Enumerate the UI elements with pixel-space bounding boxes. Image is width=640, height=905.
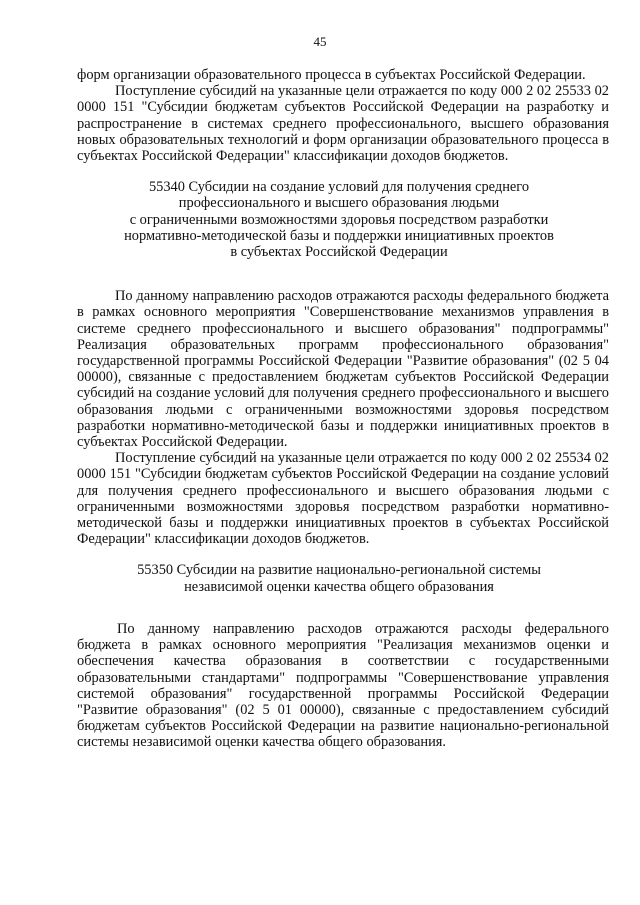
heading-line: 55340 Субсидии на создание условий для получения среднего <box>148 179 530 196</box>
heading-line: 55350 Субсидии на развитие национально-региональной системы <box>137 562 541 579</box>
section-heading-55340 <box>77 179 609 260</box>
paragraph-revenue-code-55533: Поступление субсидий на указанные цели отражается по коду 000 2 02 25533 02 0000 151 "Субсидии бюджетам субъектов Российской Федерации на разработку и распространение в системах среднего профессионального, высшего образования новых образовательных технологий и форм организации образовательного процесса в субъектах Российской Федерации" классификации доходов бюджетов. <box>77 83 609 165</box>
heading-line: независимой оценки качества общего образования <box>184 578 494 595</box>
heading-line: профессионального и высшего образования людьми <box>178 195 500 212</box>
document-body <box>77 67 609 751</box>
paragraph-continuation: форм организации образовательного процесса в субъектах Российской Федерации. <box>77 67 586 83</box>
heading-line: нормативно-методической базы и поддержки инициативных проектов <box>124 227 554 244</box>
paragraph-55340-revenue-code: Поступление субсидий на указанные цели отражается по коду 000 2 02 25534 02 0000 151 "Субсидии бюджетам субъектов Российской Федерации на создание условий для получения среднего профессионального и высшего образования людьми с ограниченными возможностями здоровья посредством разработки нормативно-методической базы и поддержки инициативных проектов в субъектах Российской Федерации" классификации доходов бюджетов. <box>77 450 609 548</box>
section-heading-55350 <box>77 562 609 594</box>
paragraph-55350-expenses: По данному направлению расходов отражаются расходы федерального бюджета в рамках основного мероприятия "Реализация механизмов оценки и обеспечения качества образования в соответствии с государственными образовательными стандартами" подпрограммы "Совершенствование управления системой образования" государственной программы Российской Федерации "Развитие образования" (02 5 01 00000), связанные с предоставлением субсидий бюджетам субъектов Российской Федерации на развитие национально-региональной системы независимой оценки качества общего образования. <box>77 620 609 751</box>
heading-line: в субъектах Российской Федерации <box>230 244 448 261</box>
heading-line: с ограниченными возможностями здоровья посредством разработки <box>129 211 549 228</box>
paragraph-55340-expenses: По данному направлению расходов отражаются расходы федерального бюджета в рамках основного мероприятия "Совершенствование механизмов управления в системе среднего профессионального и высшего образования" подпрограммы" Реализация образовательных программ профессионального образования" государственной программы Российской Федерации "Развитие образования" (02 5 04 00000), связанные с предоставлением бюджетам субъектов Российской Федерации субсидий на создание условий для получения среднего профессионального и высшего образования людьми с ограниченными возможностями здоровья посредством разработки нормативно-методической базы и поддержки инициативных проектов в субъектах Российской Федерации. <box>77 288 609 451</box>
page-number: 45 <box>313 34 327 49</box>
